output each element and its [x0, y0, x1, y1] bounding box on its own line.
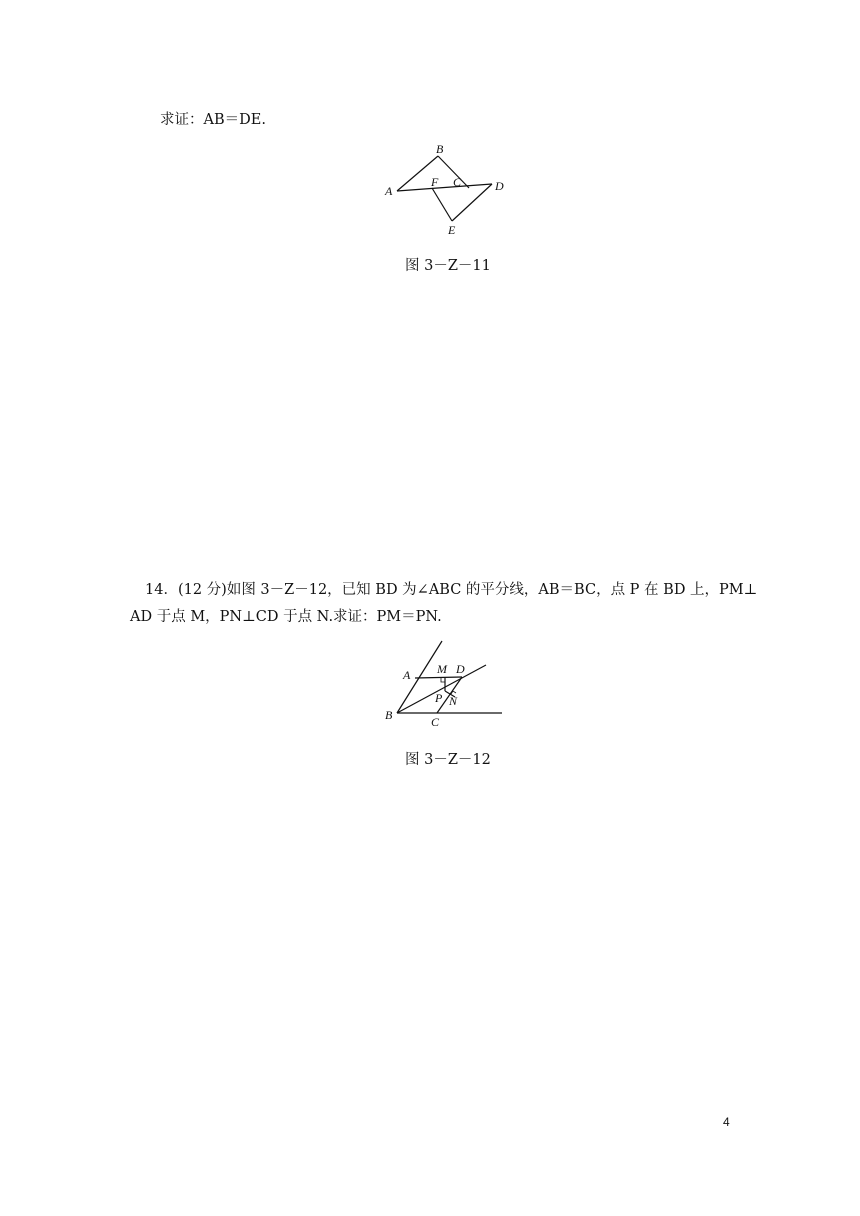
point-label-n: N [449, 694, 458, 708]
segment-ad [415, 677, 462, 678]
segment-ed [452, 184, 492, 221]
point-label-c: C [453, 175, 462, 189]
prove-statement-13: 求证：AB＝DE. [160, 112, 266, 128]
segment-ad [397, 184, 492, 191]
figure-caption-3-z-12: 图 3－Z－12 [405, 752, 491, 768]
point-label-e: E [448, 223, 456, 237]
point-label-a: A [385, 184, 393, 198]
segment-fe [432, 188, 452, 221]
page-number: 4 [723, 1115, 730, 1129]
figure-caption-3-z-11: 图 3－Z－11 [405, 258, 491, 274]
question-14-line-2: AD 于点 M，PN⊥CD 于点 N.求证：PM＝PN. [130, 609, 442, 625]
point-label-d: D [456, 662, 465, 676]
figure-3-z-12 [380, 635, 520, 730]
right-angle-mark-m [441, 678, 445, 682]
point-label-b: B [436, 142, 444, 156]
point-label-a: A [403, 668, 411, 682]
point-label-f: F [431, 175, 439, 189]
point-label-m: M [437, 662, 447, 676]
point-label-d: D [495, 179, 504, 193]
point-label-c: C [431, 715, 440, 729]
point-label-b: B [385, 708, 393, 722]
point-label-p: P [435, 691, 443, 705]
figure-3-z-11 [380, 140, 520, 240]
question-14-line-1: 14．(12 分)如图 3－Z－12，已知 BD 为∠ABC 的平分线，AB＝BC，点 P 在 BD 上，PM⊥ [145, 582, 758, 598]
